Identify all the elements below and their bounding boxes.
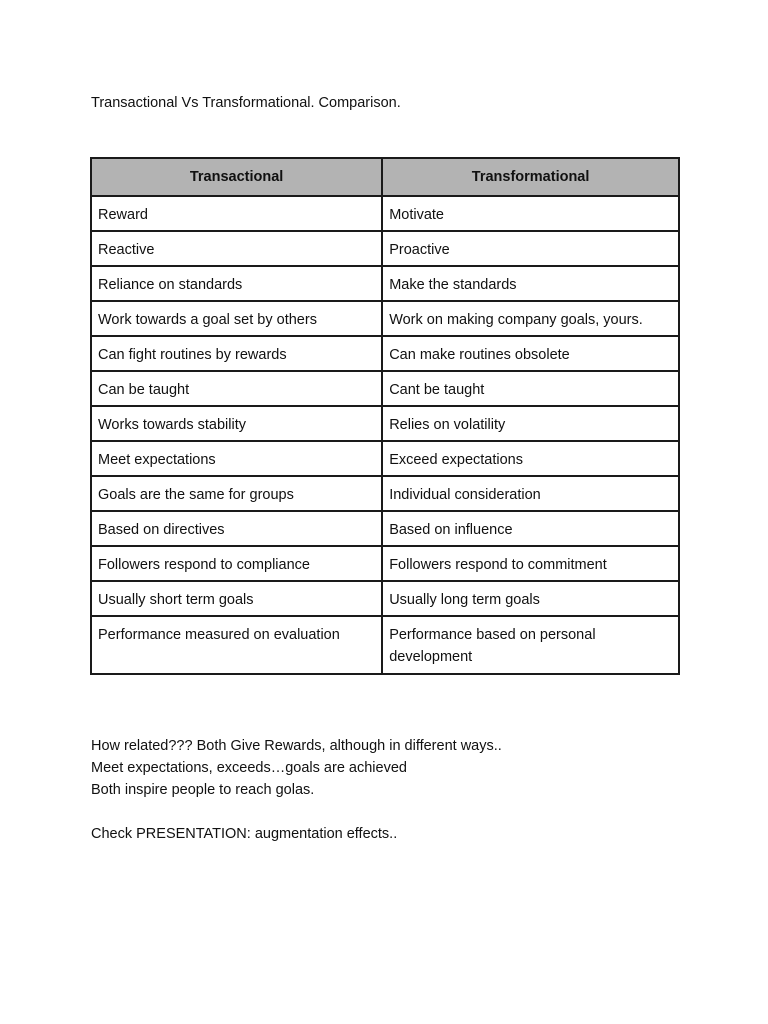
notes-section: [91, 735, 502, 845]
header-transformational: Transformational: [382, 158, 679, 196]
transformational-cell: Can make routines obsolete: [382, 336, 679, 371]
note-line: Both inspire people to reach golas.: [91, 782, 315, 798]
transformational-cell: Usually long term goals: [382, 581, 679, 616]
note-line: How related??? Both Give Rewards, although in different ways..: [91, 738, 502, 754]
table-row: [91, 511, 679, 546]
note-line: Meet expectations, exceeds…goals are achieved: [91, 760, 407, 776]
transactional-cell: Based on directives: [91, 511, 382, 546]
table-row: [91, 196, 679, 231]
table-row: [91, 581, 679, 616]
table-row: [91, 406, 679, 441]
table-header-row: [91, 158, 679, 196]
transformational-cell: Proactive: [382, 231, 679, 266]
transactional-cell: Meet expectations: [91, 441, 382, 476]
transformational-cell: Motivate: [382, 196, 679, 231]
table-row: [91, 476, 679, 511]
transactional-cell: Reactive: [91, 231, 382, 266]
table-row: [91, 616, 679, 674]
table-row: [91, 231, 679, 266]
transformational-cell: Cant be taught: [382, 371, 679, 406]
table-row: [91, 546, 679, 581]
transformational-cell: Individual consideration: [382, 476, 679, 511]
transactional-cell: Goals are the same for groups: [91, 476, 382, 511]
transformational-cell: Based on influence: [382, 511, 679, 546]
transactional-cell: Usually short term goals: [91, 581, 382, 616]
transactional-cell: Followers respond to compliance: [91, 546, 382, 581]
header-transactional: Transactional: [91, 158, 382, 196]
transactional-cell: Performance measured on evaluation: [91, 616, 382, 674]
transactional-cell: Works towards stability: [91, 406, 382, 441]
transformational-cell: Work on making company goals, yours.: [382, 301, 679, 336]
transactional-cell: Reliance on standards: [91, 266, 382, 301]
footer-note: Check PRESENTATION: augmentation effects..: [91, 826, 398, 842]
table-row: [91, 441, 679, 476]
transactional-cell: Reward: [91, 196, 382, 231]
table-row: [91, 266, 679, 301]
transactional-cell: Can be taught: [91, 371, 382, 406]
transformational-cell: Relies on volatility: [382, 406, 679, 441]
transactional-cell: Work towards a goal set by others: [91, 301, 382, 336]
transactional-cell: Can fight routines by rewards: [91, 336, 382, 371]
transformational-cell: Followers respond to commitment: [382, 546, 679, 581]
table-row: [91, 301, 679, 336]
transformational-cell: Exceed expectations: [382, 441, 679, 476]
page-title: Transactional Vs Transformational. Comparison.: [91, 95, 401, 111]
table-row: [91, 371, 679, 406]
comparison-table: [90, 157, 680, 675]
transformational-cell: Make the standards: [382, 266, 679, 301]
transformational-cell: Performance based on personal development: [382, 616, 679, 674]
table-row: [91, 336, 679, 371]
